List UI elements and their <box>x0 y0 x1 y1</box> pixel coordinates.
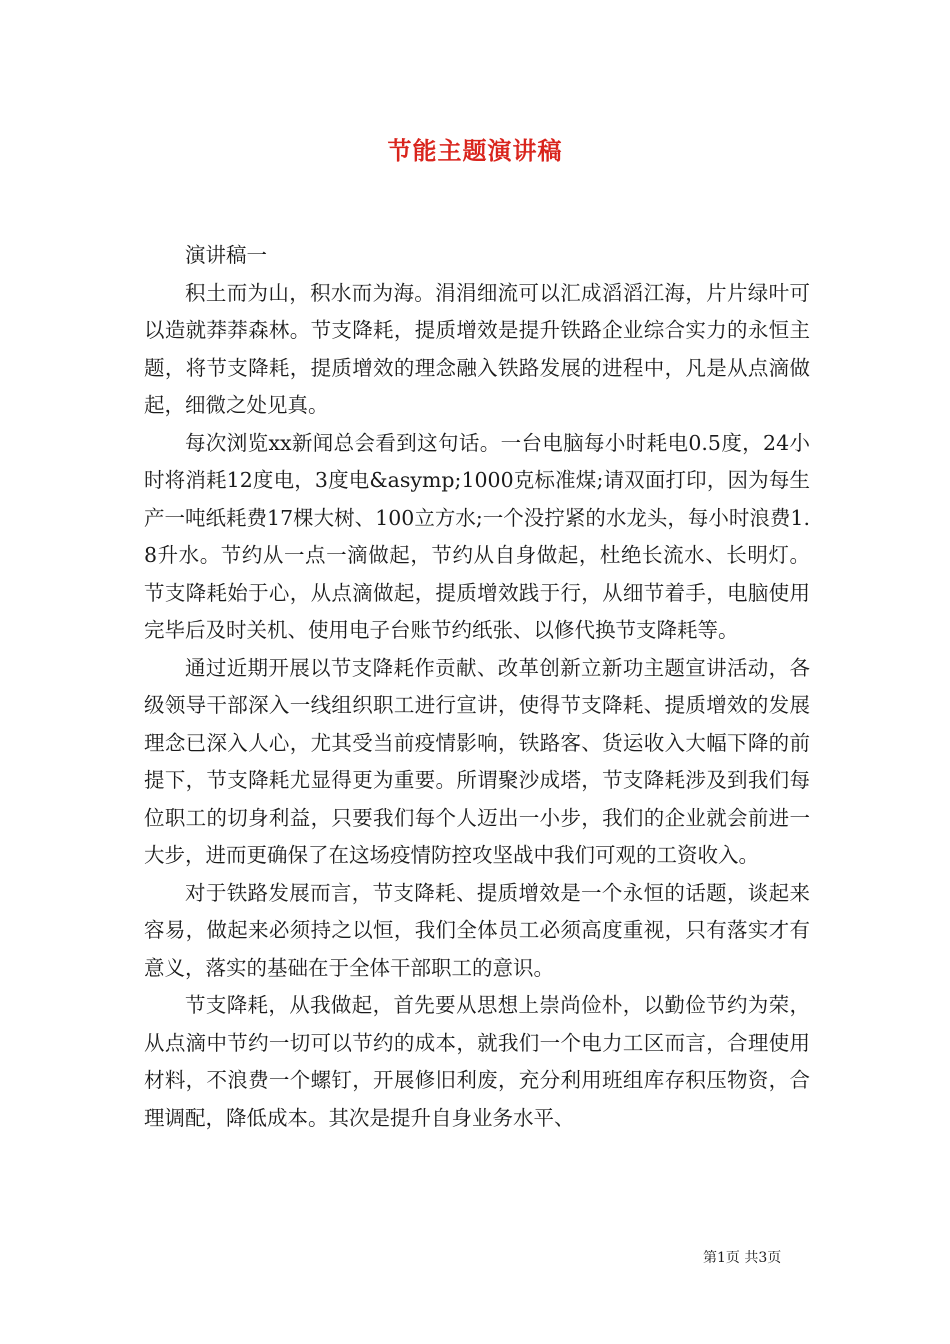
paragraph: 通过近期开展以节支降耗作贡献、改革创新立新功主题宣讲活动，各级领导干部深入一线组织职工进行宣讲，使得节支降耗、提质增效的发展理念已深入人心，尤其受当前疫情影响，铁路客、货运收入大幅下降的前提下，节支降耗尤显得更为重要。所谓聚沙成塔，节支降耗涉及到我们每位职工的切身利益，只要我们每个人迈出一小步，我们的企业就会前进一大步，进而更确保了在这场疫情防控攻坚战中我们可观的工资收入。 <box>144 655 810 867</box>
current-page-number: 1 <box>717 1250 726 1266</box>
document-title: 节能主题演讲稿 <box>387 136 563 165</box>
paragraph: 积土而为山，积水而为海。涓涓细流可以汇成滔滔江海，片片绿叶可以造就莽莽森林。节支降耗，提质增效是提升铁路企业综合实力的永恒主题，将节支降耗，提质增效的理念融入铁路发展的进程中，凡是从点滴做起，细微之处见真。 <box>144 280 810 417</box>
paragraph: 节支降耗，从我做起，首先要从思想上崇尚俭朴，以勤俭节约为荣，从点滴中节约一切可以节约的成本，就我们一个电力工区而言，合理使用材料，不浪费一个螺钉，开展修旧利废，充分利用班组库存积压物资，合理调配，降低成本。其次是提升自身业务水平、 <box>144 993 810 1130</box>
total-pages-number: 3 <box>758 1250 768 1266</box>
page-number-footer <box>703 1247 781 1267</box>
footer-middle: 页 共 <box>725 1250 759 1266</box>
paragraph: 每次浏览xx新闻总会看到这句话。一台电脑每小时耗电0.5度，24小时将消耗12度电，3度电&asymp;1000克标准煤;请双面打印，因为每生产一吨纸耗费17棵大树、100立方水;一个没拧紧的水龙头，每小时浪费1.8升水。节约从一点一滴做起，节约从自身做起，杜绝长流水、长明灯。节支降耗始于心，从点滴做起，提质增效践于行，从细节着手，电脑使用完毕后及时关机、使用电子台账节约纸张、以修代换节支降耗等。 <box>144 430 810 642</box>
section-heading: 演讲稿一 <box>185 243 267 267</box>
footer-prefix: 第 <box>703 1250 717 1266</box>
document-body <box>144 237 810 1137</box>
paragraph: 对于铁路发展而言，节支降耗、提质增效是一个永恒的话题，谈起来容易，做起来必须持之以恒，我们全体员工必须高度重视，只有落实才有意义，落实的基础在于全体干部职工的意识。 <box>144 880 810 980</box>
footer-suffix: 页 <box>767 1250 782 1266</box>
